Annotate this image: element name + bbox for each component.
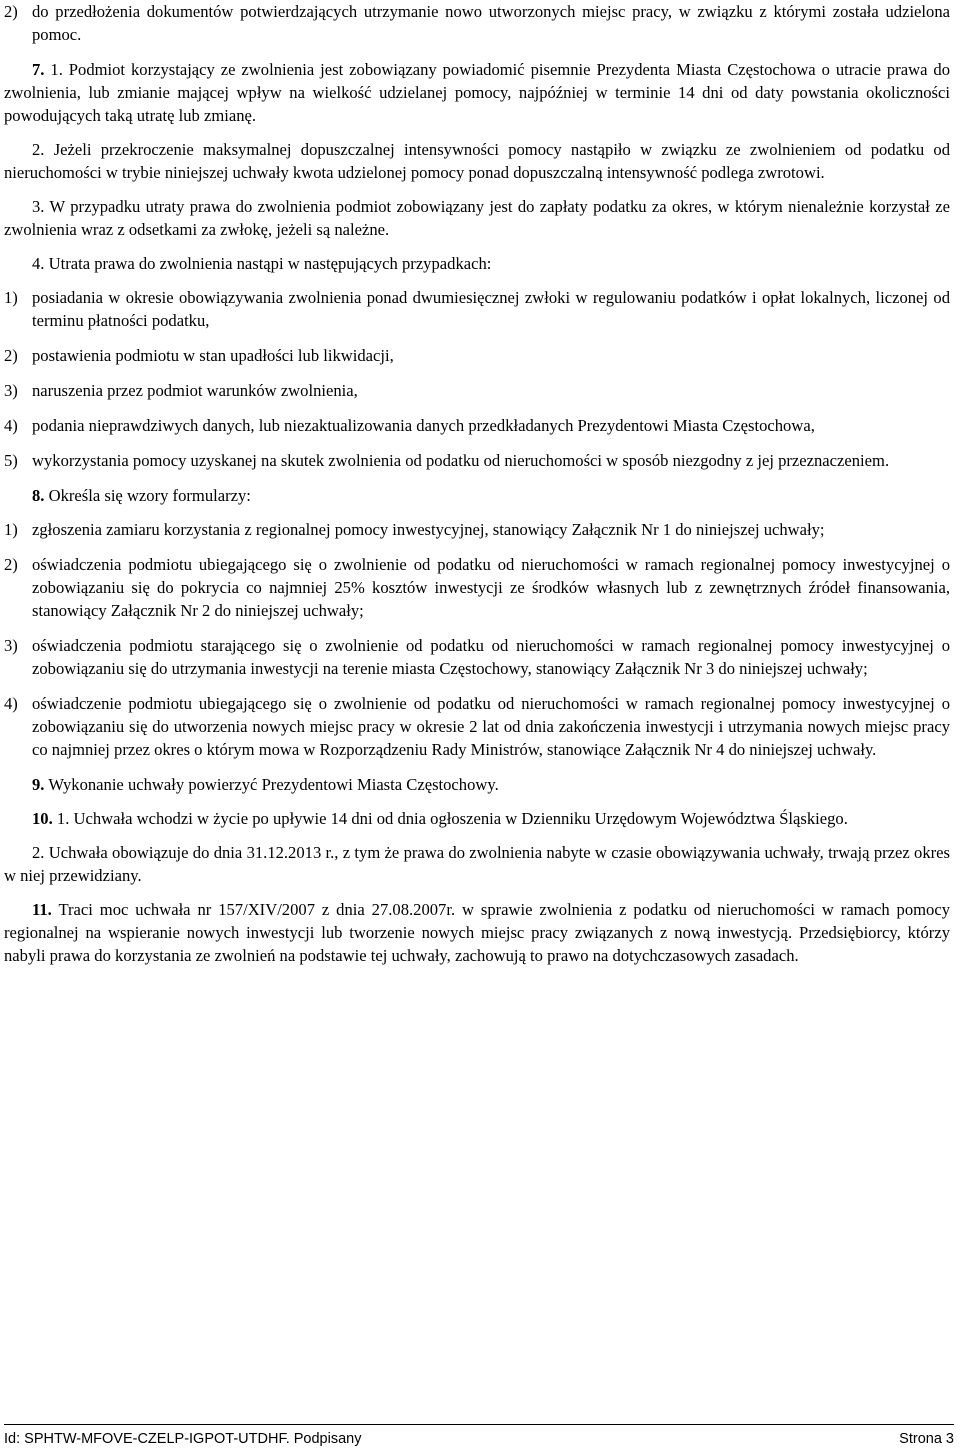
list-item: [4, 634, 950, 680]
paragraph-11: [4, 898, 950, 967]
list-item: [4, 344, 950, 367]
list-item-number: 2): [4, 346, 18, 365]
list-item: [4, 518, 950, 541]
paragraph-10-number: 10.: [32, 809, 53, 828]
list-item-number: 2): [4, 2, 18, 21]
paragraph-7-3: 3. W przypadku utraty prawa do zwolnienia podmiot zobowiązany jest do zapłaty podatku za okres, w którym nienależnie korzystał ze zwolnienia wraz z odsetkami za zwłokę, jeżeli są należne.: [4, 197, 950, 239]
paragraph-9-number: 9.: [32, 775, 45, 794]
paragraph-7-number: 7.: [32, 60, 45, 79]
list-item: [4, 553, 950, 622]
paragraph-10-1: [4, 807, 950, 830]
list-item: [4, 692, 950, 761]
list-item-text: naruszenia przez podmiot warunków zwolnienia,: [32, 381, 358, 400]
paragraph-7-1-text: 1. Podmiot korzystający ze zwolnienia jest zobowiązany powiadomić pisemnie Prezydenta Miasta Częstochowa o utracie prawa do zwolnienia, lub zmianie mającej wpływ na wielkość udzielanej pomocy, najpóźniej w terminie 14 dni od daty powstania okoliczności powodujących taką utratę lub zmianę.: [4, 60, 950, 125]
page-number: Strona 3: [899, 1431, 954, 1447]
list-item-number: 2): [4, 555, 18, 574]
list-item-number: 1): [4, 520, 18, 539]
list-item-number: 3): [4, 381, 18, 400]
paragraph-9: [4, 773, 950, 796]
list-item-text: wykorzystania pomocy uzyskanej na skutek zwolnienia od podatku od nieruchomości w sposób niezgodny z jej przeznaczeniem.: [32, 451, 890, 470]
list-item: [4, 286, 950, 332]
list-item-text: zgłoszenia zamiaru korzystania z regionalnej pomocy inwestycyjnej, stanowiący Załącznik Nr 1 do niniejszej uchwały;: [32, 520, 825, 539]
list-item: [4, 414, 950, 437]
paragraph-8-text: Określa się wzory formularzy:: [48, 486, 251, 505]
list-item-number: 1): [4, 288, 18, 307]
list-item-text: oświadczenie podmiotu ubiegającego się o zwolnienie od podatku od nieruchomości w ramach regionalnej pomocy inwestycyjnej o zobowiązaniu się do utworzenia nowych miejsc pracy w okresie 2 lat od dnia zakończenia inwestycji i utrzymania nowych miejsc pracy co najmniej przez okres o którym mowa w Rozporządzeniu Rady Ministrów, stanowiące Załącznik Nr 4 do niniejszej uchwały.: [32, 694, 950, 759]
list-item-number: 4): [4, 694, 18, 713]
paragraph-7-4: 4. Utrata prawa do zwolnienia nastąpi w następujących przypadkach:: [32, 254, 492, 273]
list-item-text: posiadania w okresie obowiązywania zwolnienia ponad dwumiesięcznej zwłoki w regulowaniu podatków i opłat lokalnych, liczonej od terminu płatności podatku,: [32, 288, 950, 330]
paragraph-10-1-text: 1. Uchwała wchodzi w życie po upływie 14 dni od dnia ogłoszenia w Dzienniku Urzędowym Województwa Śląskiego.: [56, 809, 848, 828]
paragraph-7-1: [4, 58, 950, 127]
list-item-text: oświadczenia podmiotu starającego się o zwolnienie od podatku od nieruchomości w ramach regionalnej pomocy inwestycyjnej o zobowiązaniu się do utrzymania inwestycji na terenie miasta Częstochowy, stanowiący Załącznik Nr 3 do niniejszej uchwały;: [32, 636, 950, 678]
paragraph-11-text: Traci moc uchwała nr 157/XIV/2007 z dnia 27.08.2007r. w sprawie zwolnienia z podatku od nieruchomości w ramach pomocy regionalnej na wspieranie nowych inwestycji lub tworzenie nowych miejsc pracy związanych z nową inwestycją. Przedsiębiorcy, którzy nabyli prawa do korzystania ze zwolnień na podstawie tej uchwały, zachowują to prawo na dotychczasowych zasadach.: [4, 900, 950, 965]
list-item-text: oświadczenia podmiotu ubiegającego się o zwolnienie od podatku od nieruchomości w ramach regionalnej pomocy inwestycyjnej o zobowiązaniu się do pokrycia co najmniej 25% kosztów inwestycji ze środków własnych lub z zewnętrznych źródeł finansowania, stanowiący Załącznik Nr 2 do niniejszej uchwały;: [32, 555, 950, 620]
page-footer: [4, 1424, 954, 1448]
list-item-text: postawienia podmiotu w stan upadłości lub likwidacji,: [32, 346, 394, 365]
list-item: [4, 379, 950, 402]
paragraph-11-number: 11.: [32, 900, 52, 919]
document-page: [4, 0, 950, 978]
paragraph-7-2: 2. Jeżeli przekroczenie maksymalnej dopuszczalnej intensywności pomocy nastąpiło w związku ze zwolnieniem od podatku od nieruchomości w trybie niniejszej uchwały kwota udzielonej pomocy ponad dopuszczalną intensywność podlega zwrotowi.: [4, 140, 950, 182]
paragraph-8-number: 8.: [32, 486, 45, 505]
list-item-number: 3): [4, 636, 18, 655]
list-item: [4, 449, 950, 472]
list-item-number: 4): [4, 416, 18, 435]
document-id: Id: SPHTW-MFOVE-CZELP-IGPOT-UTDHF. Podpisany: [4, 1431, 362, 1447]
paragraph-9-text: Wykonanie uchwały powierzyć Prezydentowi Miasta Częstochowy.: [48, 775, 499, 794]
list-item-text: podania nieprawdziwych danych, lub niezaktualizowania danych przedkładanych Prezydentowi Miasta Częstochowa,: [32, 416, 815, 435]
paragraph-8: [4, 484, 950, 507]
list-item-number: 5): [4, 451, 18, 470]
paragraph-10-2: 2. Uchwała obowiązuje do dnia 31.12.2013 r., z tym że prawa do zwolnienia nabyte w czasie obowiązywania uchwały, trwają przez okres w niej przewidziany.: [4, 843, 950, 885]
list-item-text: do przedłożenia dokumentów potwierdzających utrzymanie nowo utworzonych miejsc pracy, w związku z którymi została udzielona pomoc.: [32, 2, 950, 44]
intro-list-item: [4, 0, 950, 46]
